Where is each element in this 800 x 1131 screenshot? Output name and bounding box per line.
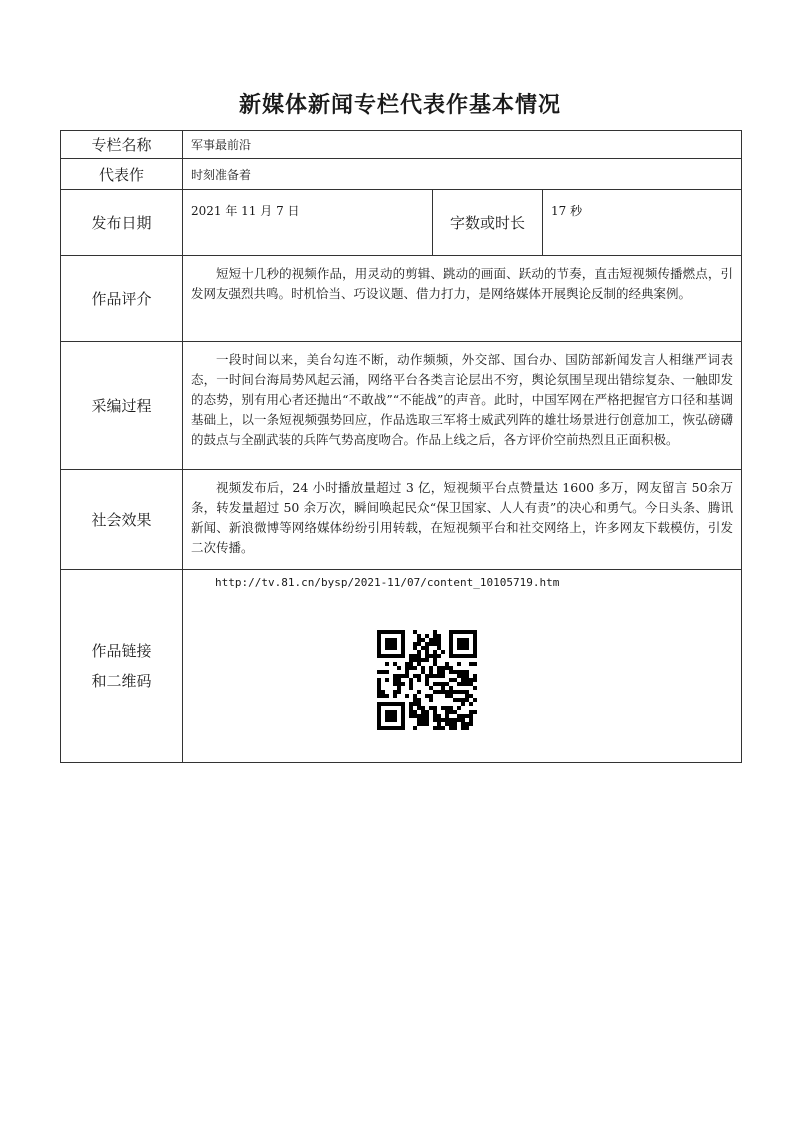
value-representative: 时刻准备着 (183, 159, 742, 190)
label-review: 作品评介 (61, 256, 183, 342)
page-title: 新媒体新闻专栏代表作基本情况 (238, 92, 561, 118)
value-publish-date: 2021 年 11 月 7 日 (183, 190, 433, 256)
value-length: 17 秒 (543, 190, 742, 256)
review-paragraph: 短短十几秒的视频作品，用灵动的剪辑、跳动的画面、跃动的节奏，直击短视频传播燃点，引发网友强烈共鸣。时机恰当、巧设议题、借力打力，是网络媒体开展舆论反制的经典案例。 (191, 266, 734, 301)
label-link (61, 570, 183, 763)
label-link-line1: 作品链接 (91, 642, 152, 660)
row-process (61, 342, 742, 470)
label-link-line2: 和二维码 (91, 672, 152, 690)
row-link (61, 570, 742, 763)
row-publish (61, 190, 742, 256)
info-table (60, 130, 742, 763)
text-review (183, 256, 742, 342)
row-effect (61, 470, 742, 570)
text-effect (183, 470, 742, 570)
value-column-name: 军事最前沿 (183, 131, 742, 159)
row-representative (61, 159, 742, 190)
work-url[interactable]: http://tv.81.cn/bysp/2021-11/07/content_10105719.htm (215, 576, 560, 589)
qr-code-icon[interactable] (377, 630, 477, 730)
label-publish-date: 发布日期 (61, 190, 183, 256)
link-cell (183, 570, 742, 763)
process-paragraph: 一段时间以来，美台勾连不断，动作频频，外交部、国台办、国防部新闻发言人相继严词表态，一时间台海局势风起云涌，网络平台各类言论层出不穷，舆论氛围呈现出错综复杂、一触即发的态势，别有用心者还抛出“不敢战”“不能战”的声音。此时，中国军网在严格把握官方口径和基调基础上，以一条短视频强势回应，作品选取三军将士威武列阵的雄壮场景进行创意加工，恢弘磅礴的鼓点与全副武装的兵阵气势高度吻合。作品上线之后，各方评价空前热烈且正面积极。 (191, 352, 734, 447)
row-review (61, 256, 742, 342)
label-length: 字数或时长 (433, 190, 543, 256)
label-effect: 社会效果 (61, 470, 183, 570)
label-representative: 代表作 (61, 159, 183, 190)
label-column-name: 专栏名称 (61, 131, 183, 159)
effect-paragraph: 视频发布后，24 小时播放量超过 3 亿，短视频平台点赞量达 1600 多万，网友留言 50余万条，转发量超过 50 余万次，瞬间唤起民众“保卫国家、人人有责”的决心和勇气。今日头条、腾讯新闻、新浪微博等网络媒体纷纷引用转载，在短视频平台和社交网络上，许多网友下载模仿，引发二次传播。 (191, 480, 734, 555)
label-process: 采编过程 (61, 342, 183, 470)
row-column-name (61, 131, 742, 159)
text-process (183, 342, 742, 470)
